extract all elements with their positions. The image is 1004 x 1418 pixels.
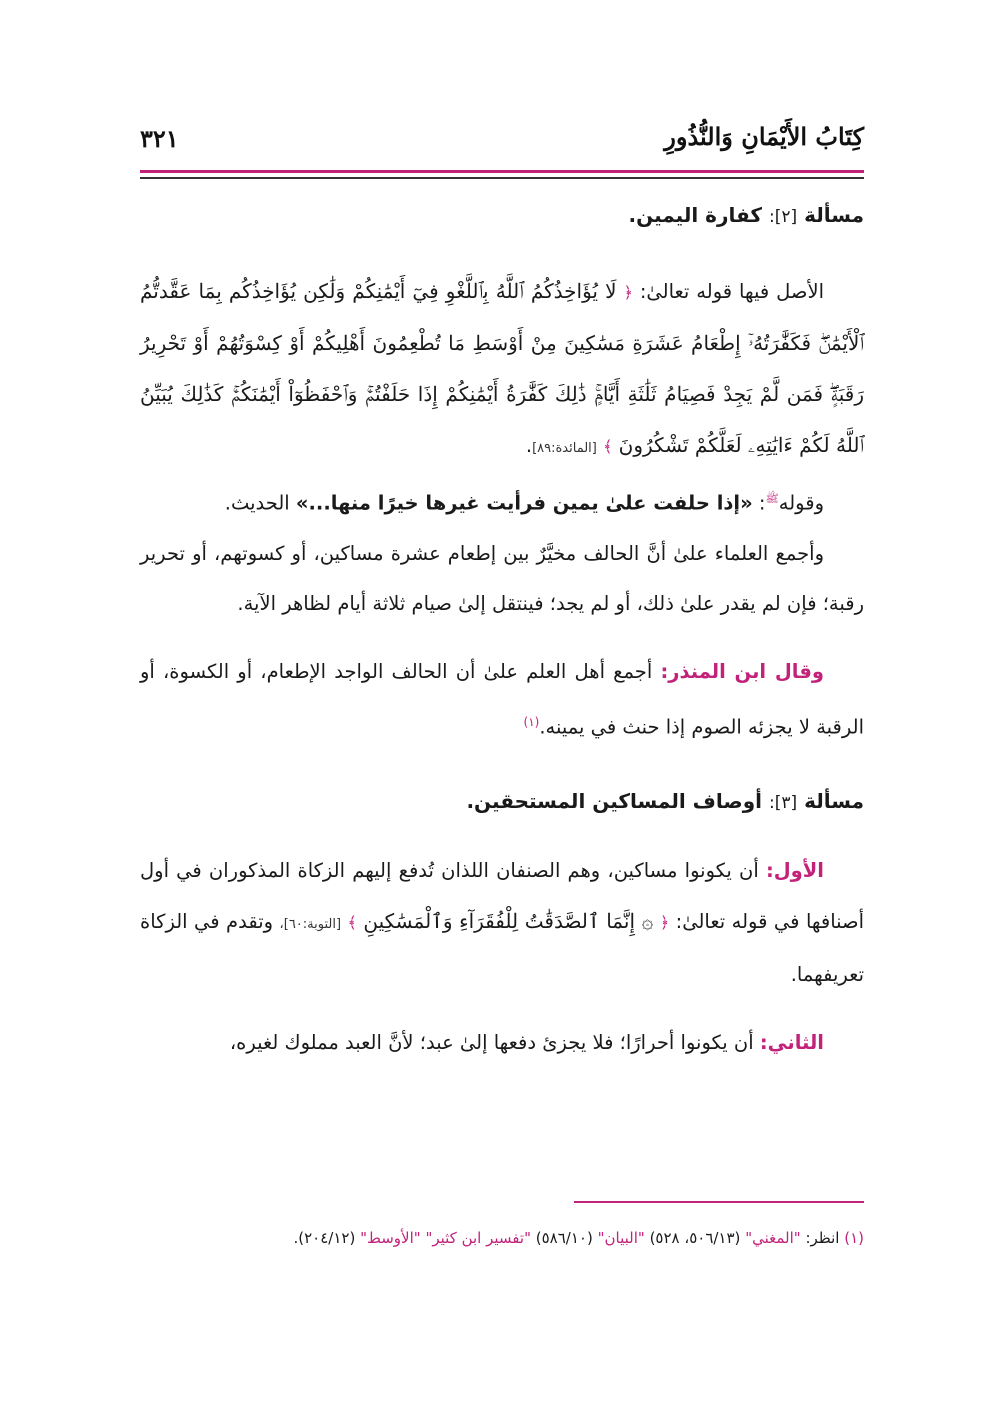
quran-verse: لَا يُؤَاخِذُكُمُ ٱللَّهُ بِٱللَّغْوِ فِيٓ أَيْمَٰنِكُمْ وَلَٰكِن يُؤَاخِذُكُم بِمَا عَقَّدتُّمُ ٱلْأَيْمَٰنَۖ فَكَفَّٰرَتُهُۥٓ إِطْعَامُ عَشَرَةِ مَسَٰكِينَ مِنْ أَوْسَطِ مَا تُطْعِمُونَ أَهْلِيكُمْ أَوْ كِسْوَتُهُمْ أَوْ تَحْرِيرُ رَقَبَةٍۖ فَمَن لَّمْ يَجِدْ فَصِيَامُ ثَلَٰثَةِ أَيَّامٍۚ ذَٰلِكَ كَفَّٰرَةُ أَيْمَٰنِكُمْ إِذَا حَلَفْتُمْۚ وَٱحْفَظُوٓاْ أَيْمَٰنَكُمْۚ كَذَٰلِكَ يُبَيِّنُ ٱللَّهُ لَكُمْ ءَايَٰتِهِۦ لَعَلَّكُمْ تَشْكُرُونَ <box>140 279 864 457</box>
condition-tail: وتقدم في الزكاة تعريفهما. <box>140 910 864 986</box>
condition-text: أن يكونوا أحرارًا؛ فلا يجزئ دفعها إلىٰ عبد؛ لأنَّ العبد مملوك لغيره، <box>229 1031 754 1054</box>
section-heading-mas2 <box>140 190 864 242</box>
header-rule-accent <box>140 170 864 173</box>
hadith-intro: وقوله <box>778 491 824 515</box>
paragraph-verse-89 <box>140 266 864 474</box>
verse-reference: [التوبة:٦٠]، <box>279 917 342 932</box>
paragraph-first-condition <box>140 846 864 1000</box>
quran-bracket-close-icon: ﴾ <box>347 913 357 932</box>
book-title: كِتَابُ الأَيْمَانِ وَالنُّذُورِ <box>664 122 864 151</box>
footnote <box>140 1225 864 1252</box>
section-heading-mas3 <box>140 776 864 828</box>
quran-bracket-open-icon: ﴿ <box>623 283 633 302</box>
source-ref: (٢٠٤/١٢). <box>293 1229 356 1247</box>
paragraph-second-condition <box>140 1018 864 1068</box>
source-title: "تفسير ابن كثير" <box>425 1229 531 1247</box>
heading-title: أوصاف المساكين المستحقين. <box>466 789 763 813</box>
heading-label: مسألة <box>804 203 864 227</box>
period: . <box>525 434 533 457</box>
condition-label: الأول: <box>765 859 824 882</box>
heading-number: [٢]: <box>768 207 798 227</box>
quran-verse: ۞ إِنَّمَا ٱلصَّدَقَٰتُ لِلْفُقَرَآءِ وَٱلْمَسَٰكِينِ <box>363 909 654 933</box>
paragraph-hadith <box>140 474 864 529</box>
heading-number: [٣]: <box>768 793 798 813</box>
hadith-text: «إذا حلفت علىٰ يمين فرأيت غيرها خيرًا منها...» <box>295 491 753 515</box>
footnote-intro: انظر: <box>805 1229 840 1247</box>
speaker-label: وقال ابن المنذر: <box>660 659 824 683</box>
page-number: ٣٢١ <box>140 124 179 153</box>
quran-bracket-close-icon: ﴾ <box>603 437 613 456</box>
footnote-divider <box>574 1201 864 1203</box>
condition-label: الثاني: <box>759 1031 824 1054</box>
paragraph-ibn-almundhir <box>140 647 864 753</box>
page-header <box>140 118 864 168</box>
salawat-icon: ﷺ <box>765 492 779 505</box>
heading-title: كفارة اليمين. <box>628 203 763 227</box>
page <box>140 0 864 1418</box>
heading-label: مسألة <box>804 789 864 813</box>
source-ref: (٥٠٦/١٣، ٥٢٨) <box>649 1229 741 1247</box>
quote-text: أجمع أهل العلم علىٰ أن الحالف الواجد الإطعام، أو الكسوة، أو الرقبة لا يجزئه الصوم إذا حنث في يمينه. <box>140 659 864 738</box>
source-title: "الأوسط" <box>360 1229 421 1247</box>
source-title: "البيان" <box>597 1229 645 1247</box>
source-title: "المغني" <box>745 1229 801 1247</box>
footnote-ref[interactable]: (١) <box>523 714 540 729</box>
quran-bracket-open-icon: ﴿ <box>659 913 670 932</box>
hadith-tail: الحديث. <box>224 491 290 515</box>
footnote-number: (١) <box>844 1229 864 1247</box>
page-body <box>140 190 864 1068</box>
paragraph-intro: الأصل فيها قوله تعالىٰ: <box>639 280 824 303</box>
verse-reference: [المائدة:٨٩] <box>532 441 597 456</box>
header-rule <box>140 177 864 179</box>
condition-text: أن يكونوا مساكين، وهم الصنفان اللذان تُدفع إليهم الزكاة المذكوران في أول أصنافها في قوله تعالىٰ: <box>140 859 865 933</box>
paragraph-consensus: وأجمع العلماء علىٰ أنَّ الحالف مخيَّرٌ بين إطعام عشرة مساكين، أو كسوتهم، أو تحرير رقبة؛ فإن لم يقدر علىٰ ذلك، أو لم يجد؛ فينتقل إلىٰ صيام ثلاثة أيام لظاهر الآية. <box>140 541 864 615</box>
colon: : <box>758 491 766 515</box>
source-ref: (٥٨٦/١٠) <box>535 1229 593 1247</box>
